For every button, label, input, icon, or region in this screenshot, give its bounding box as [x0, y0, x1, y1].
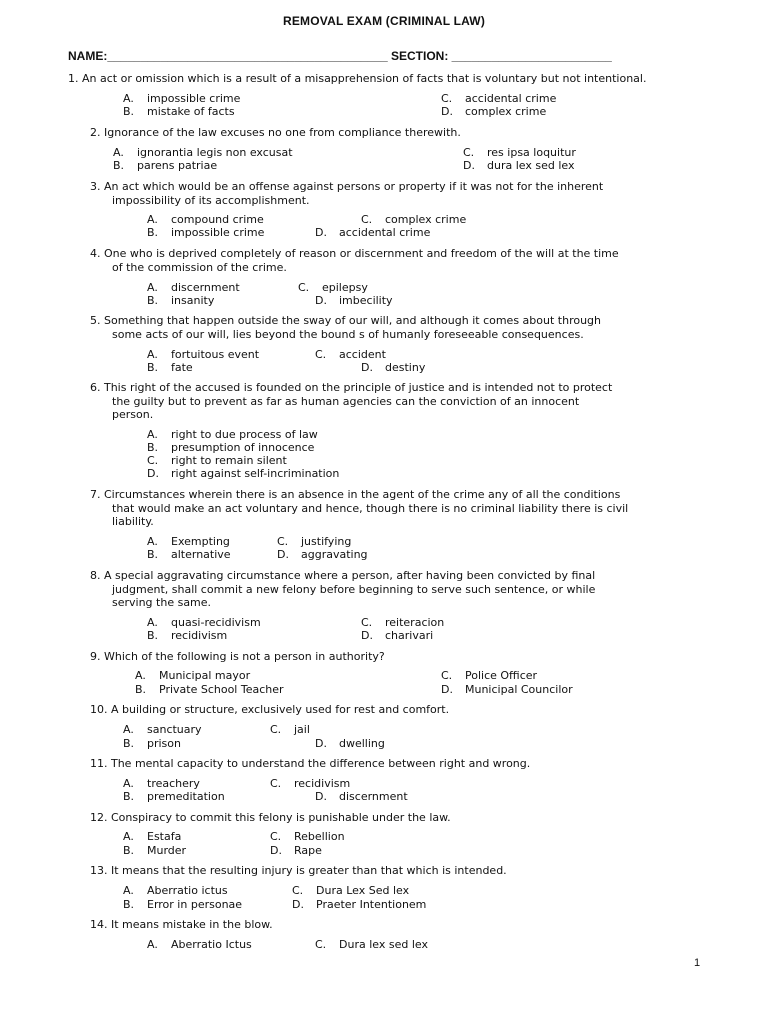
- option-letter: C.: [147, 454, 159, 467]
- option-letter: B.: [147, 361, 159, 374]
- question-5-stem: [90, 314, 601, 341]
- option-text: Municipal Councilor: [465, 683, 573, 696]
- option-letter: A.: [147, 938, 158, 951]
- option-letter: B.: [123, 105, 135, 118]
- option-letter: B.: [123, 898, 135, 911]
- question-8-option-b: [147, 629, 227, 642]
- option-letter: A.: [123, 723, 134, 736]
- option-letter: A.: [147, 348, 158, 361]
- option-text: destiny: [385, 361, 426, 374]
- option-letter: A.: [123, 92, 134, 105]
- question-13-stem: [90, 864, 507, 878]
- option-text: presumption of innocence: [171, 441, 315, 454]
- option-letter: A.: [123, 884, 134, 897]
- option-letter: A.: [123, 777, 134, 790]
- option-text: sanctuary: [147, 723, 202, 736]
- option-text: quasi-recidivism: [171, 616, 261, 629]
- question-11-option-c: [270, 777, 350, 790]
- option-text: accident: [339, 348, 386, 361]
- question-8-option-d: [361, 629, 433, 642]
- option-letter: D.: [147, 467, 159, 480]
- option-text: charivari: [385, 629, 434, 642]
- option-letter: A.: [147, 281, 158, 294]
- option-text: recidivism: [294, 777, 351, 790]
- option-letter: B.: [147, 294, 159, 307]
- option-text: ignorantia legis non excusat: [137, 146, 293, 159]
- option-letter: D.: [441, 105, 453, 118]
- name-label: NAME:: [68, 49, 108, 63]
- question-stem-line: 1. An act or omission which is a result of a misapprehension of facts that is voluntary but not intentional.: [68, 72, 647, 85]
- page-number: 1: [694, 957, 701, 969]
- question-3-option-b: [147, 226, 264, 239]
- question-6-option-b: [147, 441, 314, 454]
- question-3-option-c: [361, 213, 466, 226]
- question-9-option-d: [441, 683, 573, 696]
- option-text: insanity: [171, 294, 215, 307]
- question-10-option-b: [123, 737, 181, 750]
- question-stem-line: the guilty but to prevent as far as human agencies can the conviction of an innocent: [112, 394, 580, 408]
- option-text: alternative: [171, 548, 231, 561]
- option-letter: C.: [463, 146, 475, 159]
- option-letter: C.: [361, 213, 373, 226]
- question-stem-line: serving the same.: [112, 596, 212, 609]
- question-13-option-a: [123, 884, 228, 897]
- option-letter: D.: [270, 844, 282, 857]
- question-12-option-d: [270, 844, 322, 857]
- question-11-option-d: [315, 790, 408, 803]
- option-letter: B.: [123, 844, 135, 857]
- option-text: prison: [147, 737, 181, 750]
- option-text: accidental crime: [339, 226, 431, 239]
- name-blank: __________________________________________: [107, 49, 388, 63]
- option-letter: C.: [270, 830, 282, 843]
- option-letter: D.: [441, 683, 453, 696]
- section-blank: ________________________: [451, 49, 612, 63]
- question-2-stem: [90, 126, 461, 140]
- question-stem-line: 8. A special aggravating circumstance where a person, after having been convicted by final: [90, 569, 596, 582]
- option-text: Estafa: [147, 830, 182, 843]
- question-stem-line: of the commission of the crime.: [112, 260, 287, 274]
- question-12-option-b: [123, 844, 186, 857]
- option-letter: A.: [123, 830, 134, 843]
- question-13-option-c: [292, 884, 409, 897]
- question-13-option-d: [292, 898, 426, 911]
- option-text: discernment: [339, 790, 408, 803]
- option-letter: C.: [315, 938, 327, 951]
- option-letter: B.: [113, 159, 125, 172]
- option-letter: C.: [361, 616, 373, 629]
- option-letter: B.: [123, 737, 135, 750]
- option-text: complex crime: [385, 213, 467, 226]
- option-letter: A.: [113, 146, 124, 159]
- question-8-option-c: [361, 616, 444, 629]
- section-label: SECTION:: [390, 49, 449, 63]
- question-7-stem: [90, 488, 628, 529]
- question-11-option-b: [123, 790, 225, 803]
- question-4-option-c: [298, 281, 368, 294]
- question-9-option-c: [441, 669, 537, 682]
- question-6-option-c: [147, 454, 287, 467]
- option-letter: A.: [147, 535, 158, 548]
- option-text: treachery: [147, 777, 200, 790]
- option-text: dura lex sed lex: [487, 159, 575, 172]
- question-stem-line: 13. It means that the resulting injury is greater than that which is intended.: [90, 864, 507, 877]
- option-text: epilepsy: [322, 281, 368, 294]
- option-text: Praeter Intentionem: [316, 898, 427, 911]
- question-10-option-d: [315, 737, 385, 750]
- question-stem-line: judgment, shall commit a new felony before beginning to serve such sentence, or while: [112, 582, 596, 596]
- exam-title: REMOVAL EXAM (CRIMINAL LAW): [282, 14, 486, 28]
- question-6-option-a: [147, 428, 318, 441]
- option-text: Dura Lex Sed lex: [316, 884, 410, 897]
- option-text: fortuitous event: [171, 348, 260, 361]
- question-9-option-b: [135, 683, 284, 696]
- question-5-option-c: [315, 348, 386, 361]
- name-section-row: [68, 49, 612, 63]
- option-letter: C.: [315, 348, 327, 361]
- question-13-option-b: [123, 898, 242, 911]
- question-stem-line: that would make an act voluntary and hence, though there is no criminal liability there is civil: [112, 501, 629, 515]
- option-letter: D.: [361, 629, 373, 642]
- option-letter: C.: [292, 884, 304, 897]
- option-text: complex crime: [465, 105, 547, 118]
- option-text: justifying: [301, 535, 352, 548]
- question-1-option-a: [123, 92, 240, 105]
- question-7-option-d: [277, 548, 368, 561]
- option-text: Exempting: [171, 535, 230, 548]
- question-4-option-b: [147, 294, 214, 307]
- option-letter: D.: [277, 548, 289, 561]
- option-text: aggravating: [301, 548, 368, 561]
- option-letter: B.: [147, 226, 159, 239]
- option-text: premeditation: [147, 790, 225, 803]
- option-letter: D.: [315, 790, 327, 803]
- option-letter: C.: [270, 777, 282, 790]
- option-text: Police Officer: [465, 669, 538, 682]
- question-12-option-c: [270, 830, 345, 843]
- question-stem-line: impossibility of its accomplishment.: [112, 193, 310, 207]
- question-1-option-b: [123, 105, 235, 118]
- option-letter: B.: [123, 790, 135, 803]
- option-letter: A.: [147, 428, 158, 441]
- question-2-option-a: [113, 146, 293, 159]
- question-stem-line: 3. An act which would be an offense against persons or property if it was not for the inherent: [90, 180, 604, 193]
- option-text: accidental crime: [465, 92, 557, 105]
- option-letter: B.: [135, 683, 147, 696]
- question-11-stem: [90, 757, 530, 771]
- question-stem-line: 2. Ignorance of the law excuses no one from compliance therewith.: [90, 126, 461, 139]
- question-4-option-a: [147, 281, 240, 294]
- question-2-option-c: [463, 146, 576, 159]
- question-10-stem: [90, 703, 449, 717]
- option-letter: C.: [441, 92, 453, 105]
- option-text: Municipal mayor: [159, 669, 251, 682]
- question-10-option-a: [123, 723, 202, 736]
- option-letter: B.: [147, 441, 159, 454]
- question-10-option-c: [270, 723, 310, 736]
- question-14-stem: [90, 918, 273, 932]
- question-stem-line: some acts of our will, lies beyond the bound s of humanly foreseeable consequences.: [112, 327, 584, 341]
- question-1-stem: [68, 72, 646, 86]
- option-text: Murder: [147, 844, 187, 857]
- option-letter: B.: [147, 629, 159, 642]
- option-text: Error in personae: [147, 898, 243, 911]
- option-letter: B.: [147, 548, 159, 561]
- option-text: Aberratio Ictus: [171, 938, 252, 951]
- question-12-stem: [90, 811, 451, 825]
- option-text: mistake of facts: [147, 105, 235, 118]
- option-letter: C.: [270, 723, 282, 736]
- question-stem-line: 12. Conspiracy to commit this felony is punishable under the law.: [90, 811, 451, 824]
- option-letter: D.: [361, 361, 373, 374]
- option-text: imbecility: [339, 294, 393, 307]
- question-2-option-d: [463, 159, 574, 172]
- option-text: res ipsa loquitur: [487, 146, 576, 159]
- option-letter: A.: [147, 213, 158, 226]
- question-8-option-a: [147, 616, 261, 629]
- option-text: Dura lex sed lex: [339, 938, 428, 951]
- question-stem-line: 5. Something that happen outside the sway of our will, and although it comes about through: [90, 314, 602, 327]
- option-text: parens patriae: [137, 159, 218, 172]
- option-letter: D.: [292, 898, 304, 911]
- question-4-option-d: [315, 294, 393, 307]
- option-letter: C.: [441, 669, 453, 682]
- question-3-option-d: [315, 226, 430, 239]
- question-12-option-a: [123, 830, 181, 843]
- question-4-stem: [90, 247, 619, 274]
- option-text: reiteracion: [385, 616, 445, 629]
- option-text: discernment: [171, 281, 240, 294]
- question-stem-line: person.: [112, 408, 154, 421]
- option-text: right against self-incrimination: [171, 467, 340, 480]
- option-text: fate: [171, 361, 193, 374]
- question-5-option-b: [147, 361, 193, 374]
- question-14-option-c: [315, 938, 428, 951]
- option-text: right to remain silent: [171, 454, 287, 467]
- option-text: Aberratio ictus: [147, 884, 228, 897]
- option-text: dwelling: [339, 737, 385, 750]
- question-7-option-c: [277, 535, 351, 548]
- option-text: recidivism: [171, 629, 228, 642]
- question-9-stem: [90, 650, 385, 664]
- question-6-option-d: [147, 467, 339, 480]
- question-stem-line: 7. Circumstances wherein there is an absence in the agent of the crime any of all the conditions: [90, 488, 621, 501]
- question-stem-line: 9. Which of the following is not a person in authority?: [90, 650, 385, 663]
- option-text: jail: [294, 723, 310, 736]
- option-text: Private School Teacher: [159, 683, 284, 696]
- option-letter: A.: [147, 616, 158, 629]
- question-7-option-b: [147, 548, 231, 561]
- question-3-stem: [90, 180, 603, 207]
- option-text: impossible crime: [147, 92, 241, 105]
- question-14-option-a: [147, 938, 252, 951]
- question-1-option-c: [441, 92, 556, 105]
- question-6-stem: [90, 381, 612, 422]
- question-7-option-a: [147, 535, 230, 548]
- question-stem-line: 10. A building or structure, exclusively used for rest and comfort.: [90, 703, 450, 716]
- option-text: compound crime: [171, 213, 264, 226]
- question-stem-line: 6. This right of the accused is founded on the principle of justice and is intended not to protect: [90, 381, 613, 394]
- option-text: Rebellion: [294, 830, 345, 843]
- option-text: right to due process of law: [171, 428, 318, 441]
- question-stem-line: liability.: [112, 515, 154, 528]
- question-5-option-a: [147, 348, 259, 361]
- option-letter: C.: [298, 281, 310, 294]
- option-text: Rape: [294, 844, 322, 857]
- option-letter: D.: [463, 159, 475, 172]
- option-letter: A.: [135, 669, 146, 682]
- option-letter: D.: [315, 294, 327, 307]
- option-letter: D.: [315, 226, 327, 239]
- question-stem-line: 11. The mental capacity to understand the difference between right and wrong.: [90, 757, 531, 770]
- question-stem-line: 4. One who is deprived completely of reason or discernment and freedom of the will at the time: [90, 247, 619, 260]
- question-5-option-d: [361, 361, 425, 374]
- question-3-option-a: [147, 213, 264, 226]
- option-letter: C.: [277, 535, 289, 548]
- question-stem-line: 14. It means mistake in the blow.: [90, 918, 273, 931]
- question-2-option-b: [113, 159, 217, 172]
- question-8-stem: [90, 569, 595, 610]
- option-text: impossible crime: [171, 226, 265, 239]
- question-11-option-a: [123, 777, 200, 790]
- question-9-option-a: [135, 669, 250, 682]
- option-letter: D.: [315, 737, 327, 750]
- question-1-option-d: [441, 105, 546, 118]
